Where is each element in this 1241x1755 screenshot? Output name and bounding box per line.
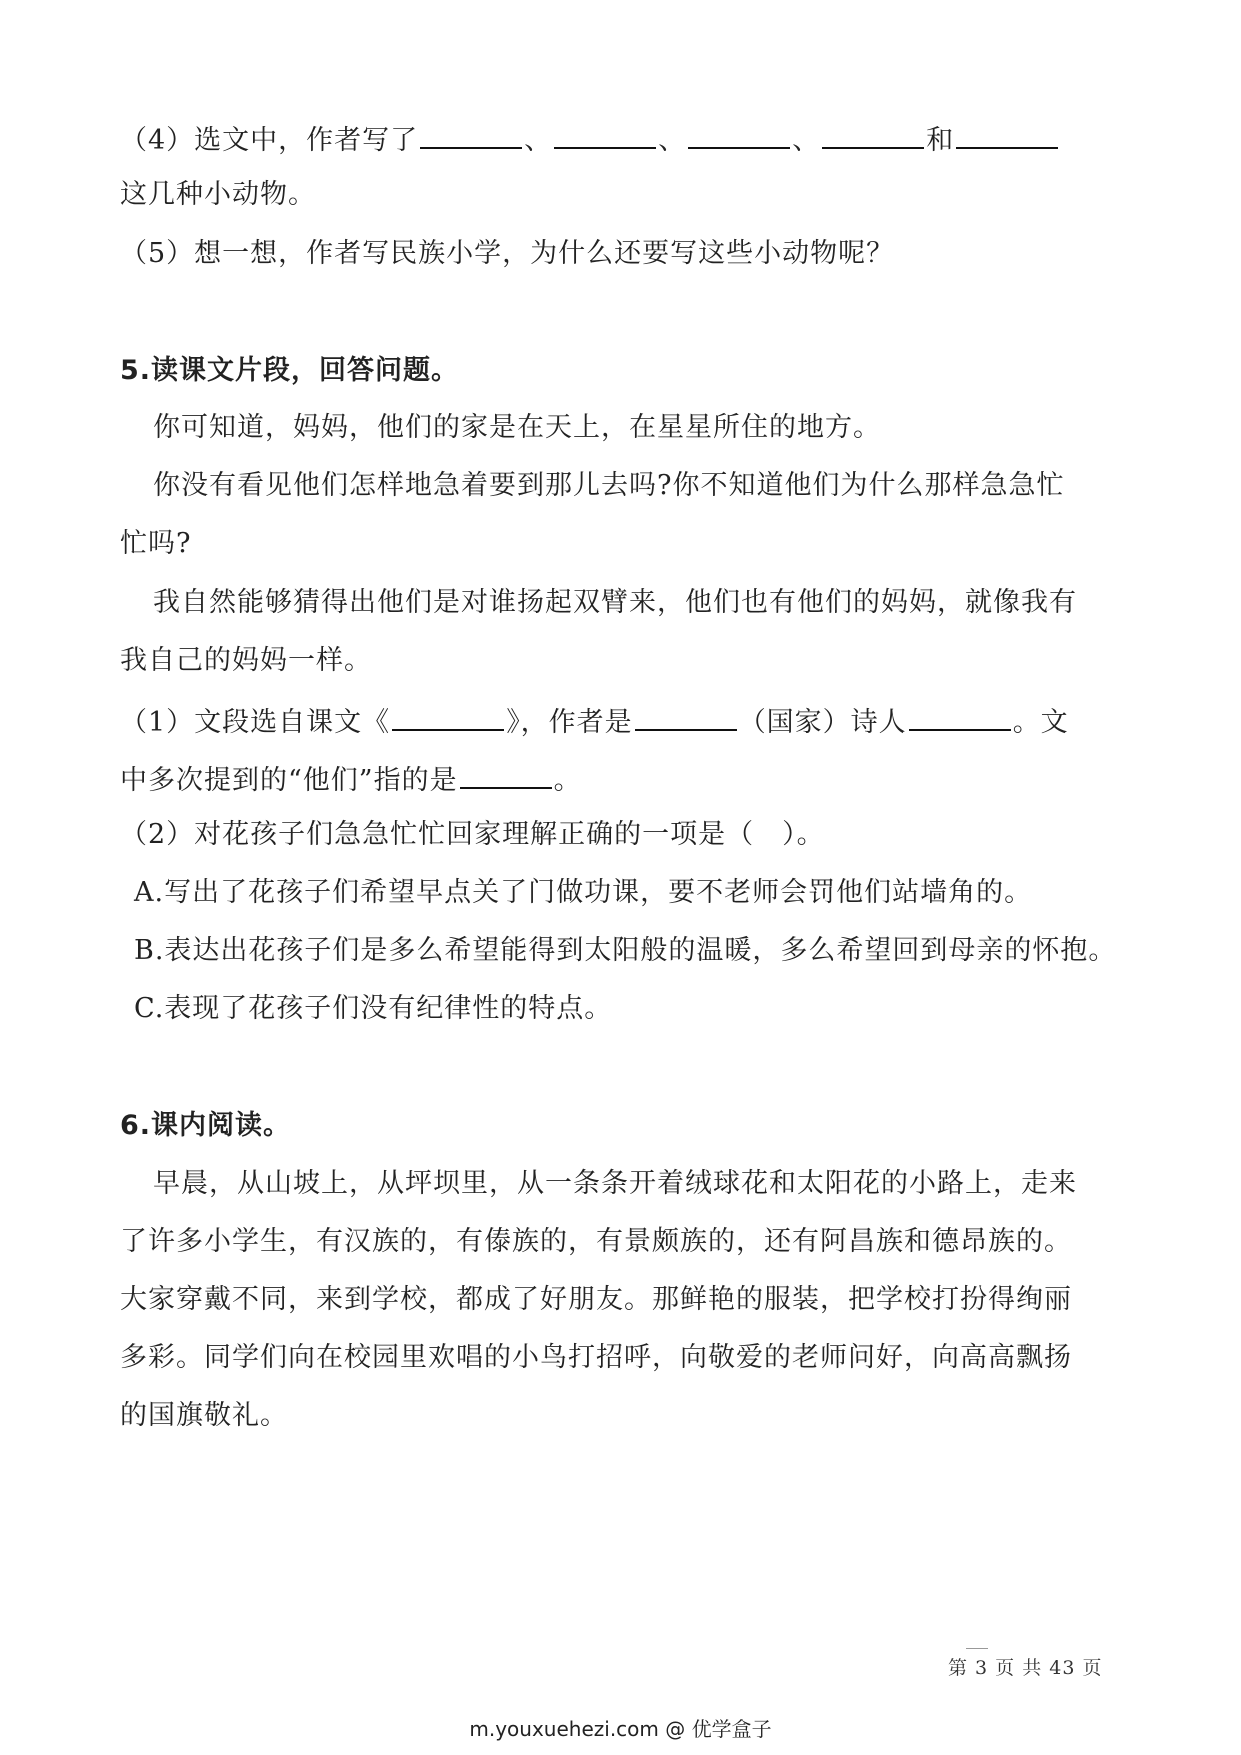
- q5-heading: 5.读课文片段，回答问题。: [120, 355, 460, 386]
- answer-blank[interactable]: [956, 117, 1058, 149]
- separator: 、: [792, 125, 821, 156]
- q5-paragraph-3-line1: 我自然能够猜得出他们是对谁扬起双臂来，他们也有他们的妈妈，就像我有: [153, 587, 1077, 618]
- q6-heading: 6.课内阅读。: [120, 1110, 292, 1141]
- q6-line-2: 了许多小学生，有汉族的，有傣族的，有景颇族的，还有阿昌族和德昂族的。: [120, 1226, 1072, 1257]
- answer-blank[interactable]: [420, 117, 522, 149]
- q5-sub1-line2-text-b: 。: [553, 765, 582, 796]
- q5-sub1-line1: [120, 699, 1130, 743]
- q5-option-c[interactable]: C.表现了花孩子们没有纪律性的特点。: [134, 993, 613, 1024]
- answer-blank[interactable]: [554, 117, 656, 149]
- conjunction: 和: [926, 125, 955, 156]
- page-number: 第 3 页 共 43 页: [948, 1657, 1103, 1679]
- q4-part4-line: [120, 117, 1130, 161]
- q5-sub2: （2）对花孩子们急急忙忙回家理解正确的一项是（ ）。: [120, 819, 825, 850]
- q5-sub1-text-c: （国家）诗人: [738, 707, 907, 738]
- site-watermark: m.youxuehezi.com @ 优学盒子: [469, 1717, 772, 1741]
- separator: 、: [658, 125, 687, 156]
- answer-blank[interactable]: [909, 699, 1011, 731]
- q5-option-a[interactable]: A.写出了花孩子们希望早点关了门做功课，要不老师会罚他们站墙角的。: [134, 877, 1033, 908]
- q6-line-3: 大家穿戴不同，来到学校，都成了好朋友。那鲜艳的服装，把学校打扮得绚丽: [120, 1284, 1072, 1315]
- footer-divider: [966, 1648, 988, 1649]
- q5-option-b[interactable]: B.表达出花孩子们是多么希望能得到太阳般的温暖，多么希望回到母亲的怀抱。: [134, 935, 1117, 966]
- q5-sub1-line2-text-a: 中多次提到的“他们”指的是: [120, 765, 458, 796]
- q5-sub1-text-b: 》，作者是: [506, 707, 633, 738]
- q4-part4-prefix: （4）选文中，作者写了: [120, 125, 419, 156]
- answer-blank[interactable]: [460, 757, 552, 789]
- separator: 、: [524, 125, 553, 156]
- q5-paragraph-2-line1: 你没有看见他们怎样地急着要到那儿去吗?你不知道他们为什么那样急急忙: [153, 470, 1065, 501]
- q4-part4-line2: 这几种小动物。: [120, 179, 316, 210]
- answer-blank[interactable]: [635, 699, 737, 731]
- q5-sub1-line2: [120, 757, 1130, 801]
- q6-line-1: 早晨，从山坡上，从坪坝里，从一条条开着绒球花和太阳花的小路上，走来: [153, 1168, 1077, 1199]
- q5-paragraph-1: 你可知道，妈妈，他们的家是在天上，在星星所住的地方。: [153, 412, 881, 443]
- answer-blank[interactable]: [688, 117, 790, 149]
- answer-blank[interactable]: [822, 117, 924, 149]
- q5-paragraph-3-line2: 我自己的妈妈一样。: [120, 645, 372, 676]
- q6-line-4: 多彩。同学们向在校园里欢唱的小鸟打招呼，向敬爱的老师问好，向高高飘扬: [120, 1342, 1072, 1373]
- q4-part5: （5）想一想，作者写民族小学，为什么还要写这些小动物呢？: [120, 238, 895, 269]
- answer-blank[interactable]: [392, 699, 504, 731]
- q5-sub1-text-a: （1）文段选自课文《: [120, 707, 391, 738]
- q5-paragraph-2-line2: 忙吗?: [120, 528, 192, 559]
- q5-sub1-text-d: 。文: [1012, 707, 1069, 738]
- q6-line-5: 的国旗敬礼。: [120, 1400, 288, 1431]
